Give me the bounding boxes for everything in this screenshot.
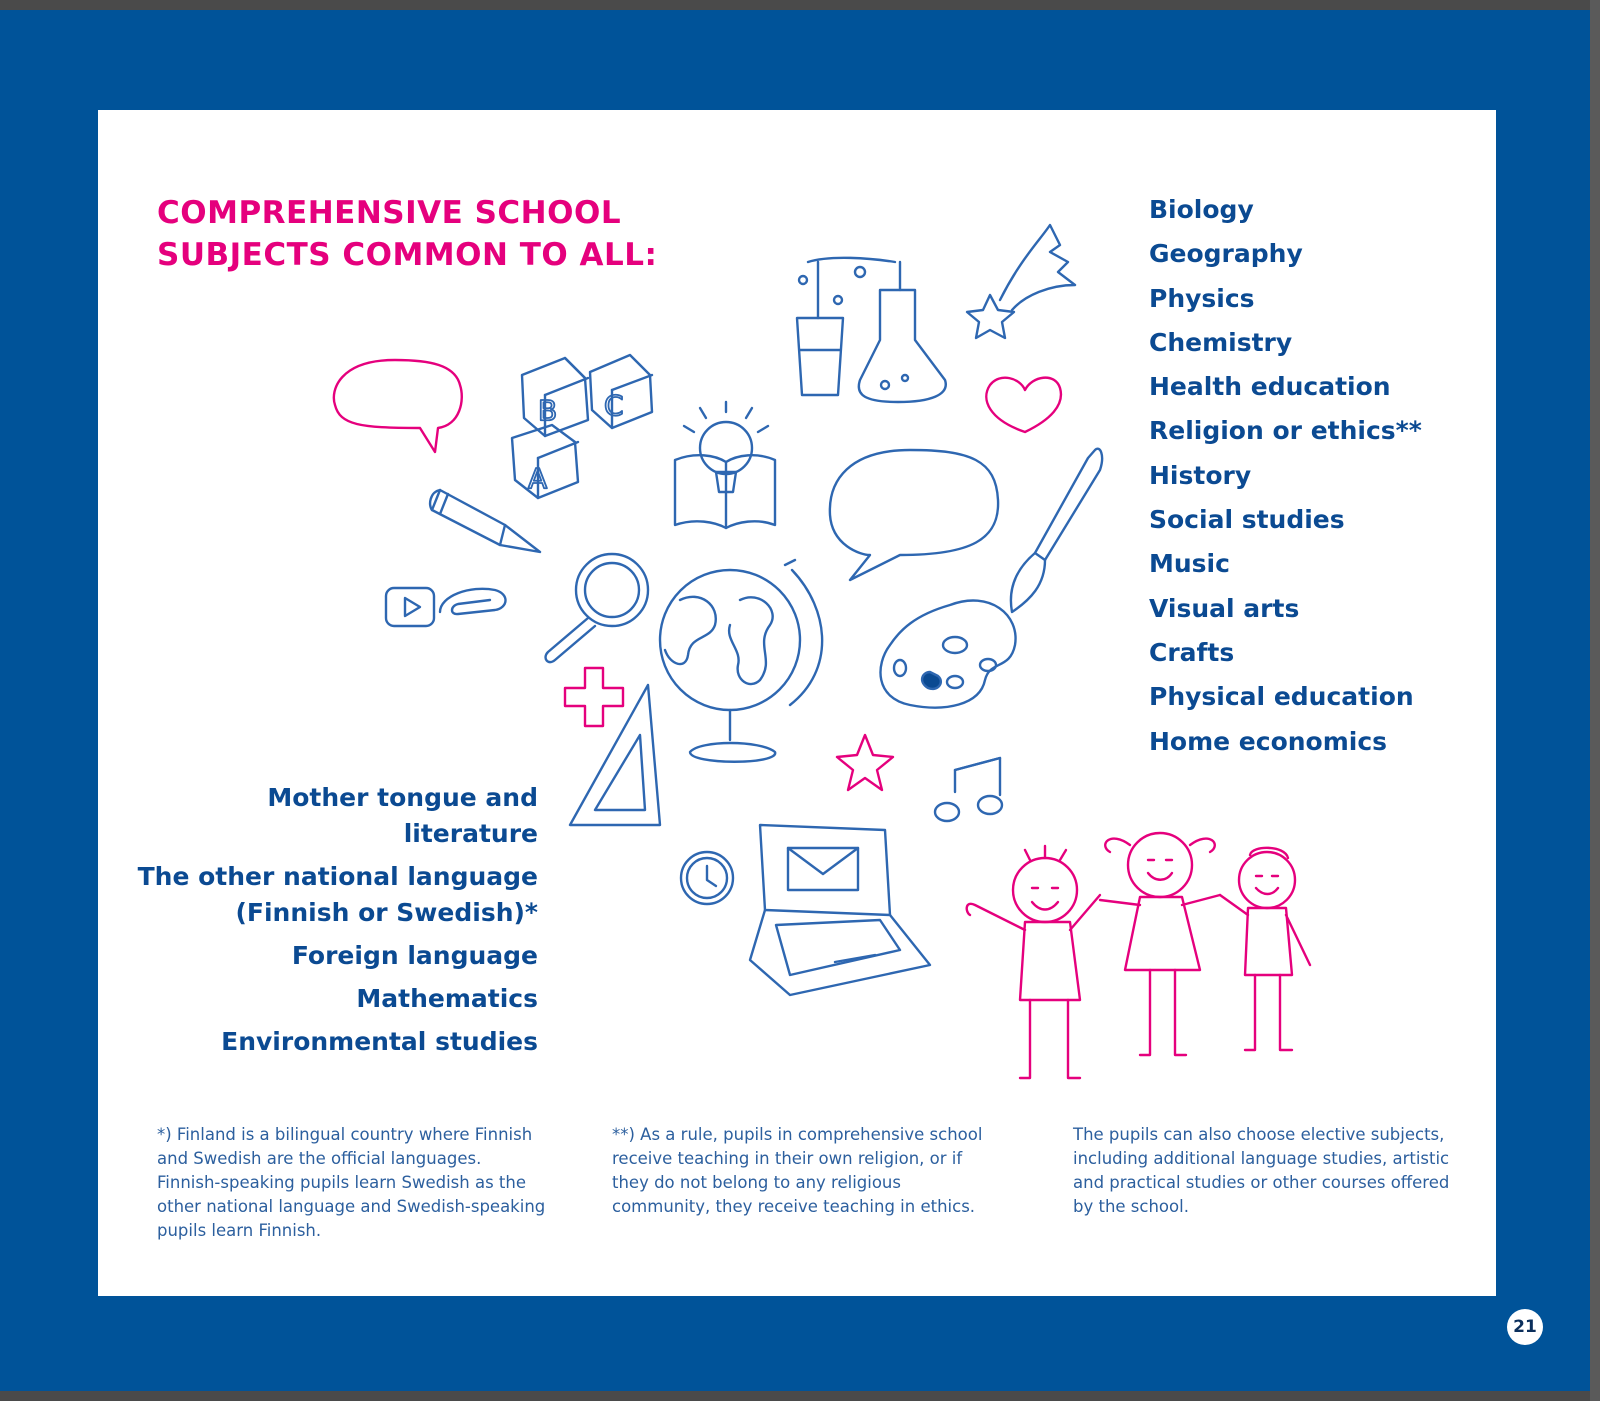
speech-bubble-icon <box>830 450 998 580</box>
subject-history: History <box>1149 460 1252 490</box>
paint-palette-icon <box>880 601 1015 708</box>
subject-environmental-studies: Environmental studies <box>221 1027 538 1056</box>
subject-physics: Physics <box>1149 283 1255 313</box>
block-letter-a: A <box>528 462 548 495</box>
video-play-icon <box>386 588 434 626</box>
subject-music: Music <box>1149 549 1230 579</box>
page-title-line1: COMPREHENSIVE SCHOOL <box>157 195 622 231</box>
subject-foreign-language: Foreign language <box>291 941 538 970</box>
page-number-badge: 21 <box>1507 1309 1543 1345</box>
subject-visual-arts: Visual arts <box>1149 593 1300 623</box>
subject-crafts: Crafts <box>1149 637 1235 667</box>
abc-blocks-icon <box>512 355 652 498</box>
globe-icon <box>660 560 822 762</box>
subject-mathematics: Mathematics <box>356 984 538 1013</box>
page-title-line2: SUBJECTS COMMON TO ALL: <box>157 237 658 273</box>
subject-mother-tongue: Mother tongue and literature <box>267 783 538 848</box>
subject-biology: Biology <box>1149 195 1254 224</box>
doodle-illustrations <box>320 210 1320 1090</box>
speech-bubble-pink-icon <box>334 360 462 452</box>
music-note-icon <box>935 758 1002 821</box>
viewer-edge <box>1590 0 1600 1401</box>
pencil-icon <box>430 490 540 552</box>
footnote-religion: **) As a rule, pupils in comprehensive school receive teaching in their own religion, or if they do not belong to any religious community, they receive teaching in ethics. <box>612 1125 983 1216</box>
plus-sign-icon <box>565 668 623 726</box>
clock-icon <box>681 852 733 904</box>
subject-geography: Geography <box>1149 239 1303 269</box>
lightbulb-book-icon <box>675 402 775 528</box>
subject-home-economics: Home economics <box>1149 726 1388 756</box>
subject-religion-or-ethics: Religion or ethics** <box>1149 416 1422 446</box>
footnote-bilingual: *) Finland is a bilingual country where Finnish and Swedish are the official languages. Finnish-speaking pupils learn Swedish as the other national language and Swedish-speaking pupils learn Finnish. <box>157 1125 546 1240</box>
block-letter-c: C <box>604 389 624 422</box>
subject-chemistry: Chemistry <box>1149 327 1293 357</box>
block-letter-b: B <box>538 394 558 427</box>
chemistry-flasks-icon <box>797 258 946 402</box>
subject-social-studies: Social studies <box>1149 505 1345 535</box>
laptop-email-icon <box>750 825 930 995</box>
subject-other-national-language: The other national language (Finnish or Swedish)* <box>137 862 538 927</box>
note-electives: The pupils can also choose elective subjects, including additional language studies, artistic and practical studies or other courses offered by the school. <box>1073 1125 1450 1216</box>
subject-health-education: Health education <box>1149 372 1391 402</box>
heart-icon <box>986 378 1061 432</box>
star-pink-icon <box>837 735 893 790</box>
subject-physical-education: Physical education <box>1149 682 1414 712</box>
paperclip-icon <box>440 589 506 614</box>
children-drawing-icon <box>967 833 1310 1078</box>
paintbrush-icon <box>1011 449 1102 612</box>
shooting-star-icon <box>967 225 1075 338</box>
magnifying-glass-icon <box>546 554 648 662</box>
